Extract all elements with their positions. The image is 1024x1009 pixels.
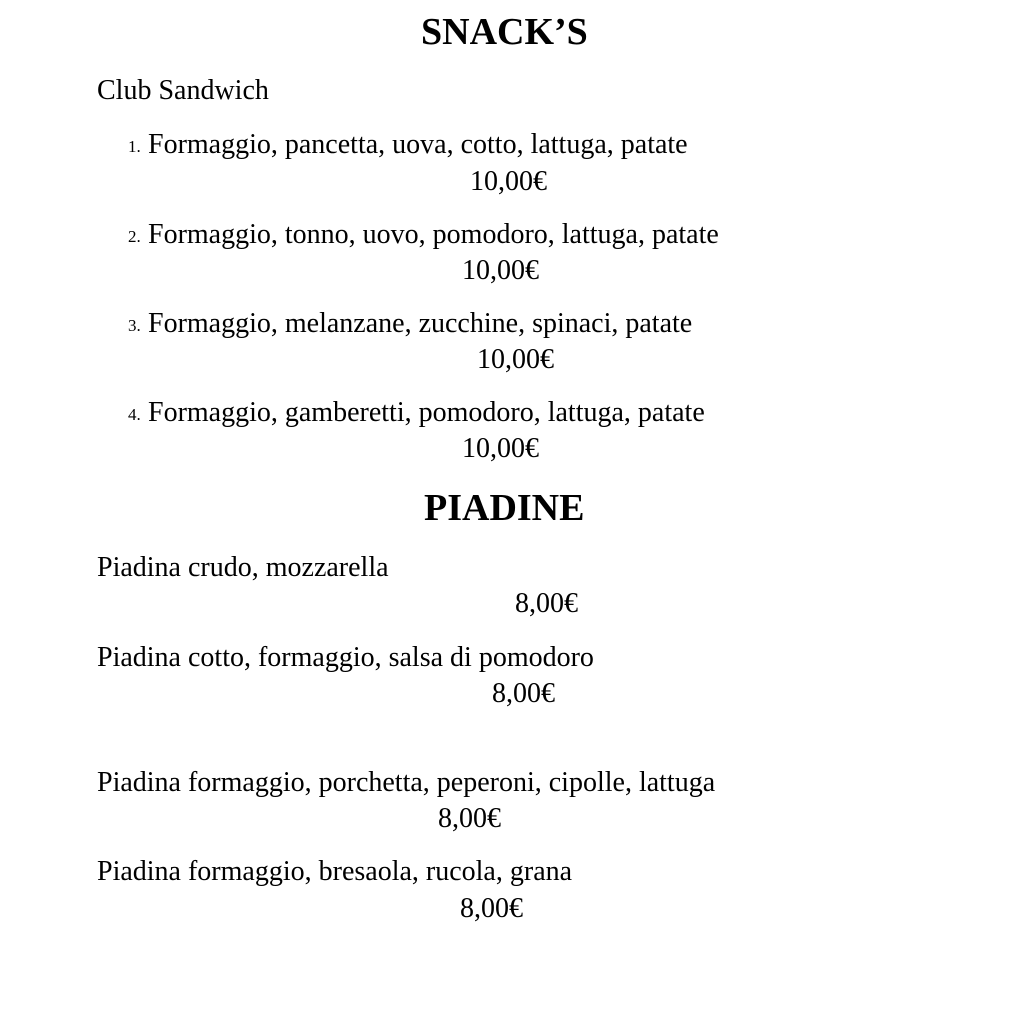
item-number: 4. — [128, 405, 141, 424]
item-price: 10,00€ — [462, 255, 539, 286]
item-description: Piadina formaggio, porchetta, peperoni, cipolle, lattuga — [97, 767, 716, 798]
item-description: Piadina crudo, mozzarella — [97, 552, 389, 583]
item-price: 8,00€ — [438, 803, 501, 834]
item-description: Formaggio, pancetta, uova, cotto, lattuga, patate — [148, 129, 688, 160]
item-price: 10,00€ — [477, 344, 554, 375]
subsection-title-club-sandwich: Club Sandwich — [97, 75, 269, 106]
item-price: 8,00€ — [460, 893, 523, 924]
item-price: 8,00€ — [492, 678, 555, 709]
item-price: 10,00€ — [462, 433, 539, 464]
item-description: Formaggio, tonno, uovo, pomodoro, lattuga, patate — [148, 219, 719, 250]
item-number: 1. — [128, 137, 141, 156]
item-description: Piadina cotto, formaggio, salsa di pomodoro — [97, 642, 594, 673]
item-number: 2. — [128, 227, 141, 246]
item-description: Piadina formaggio, bresaola, rucola, grana — [97, 856, 573, 887]
item-number: 3. — [128, 316, 141, 335]
item-price: 8,00€ — [515, 588, 578, 619]
item-description: Formaggio, gamberetti, pomodoro, lattuga, patate — [148, 397, 705, 428]
section-title-piadine: PIADINE — [424, 487, 585, 529]
section-title-snacks: SNACK’S — [421, 11, 588, 53]
item-price: 10,00€ — [470, 166, 547, 197]
item-description: Formaggio, melanzane, zucchine, spinaci, patate — [148, 308, 693, 339]
